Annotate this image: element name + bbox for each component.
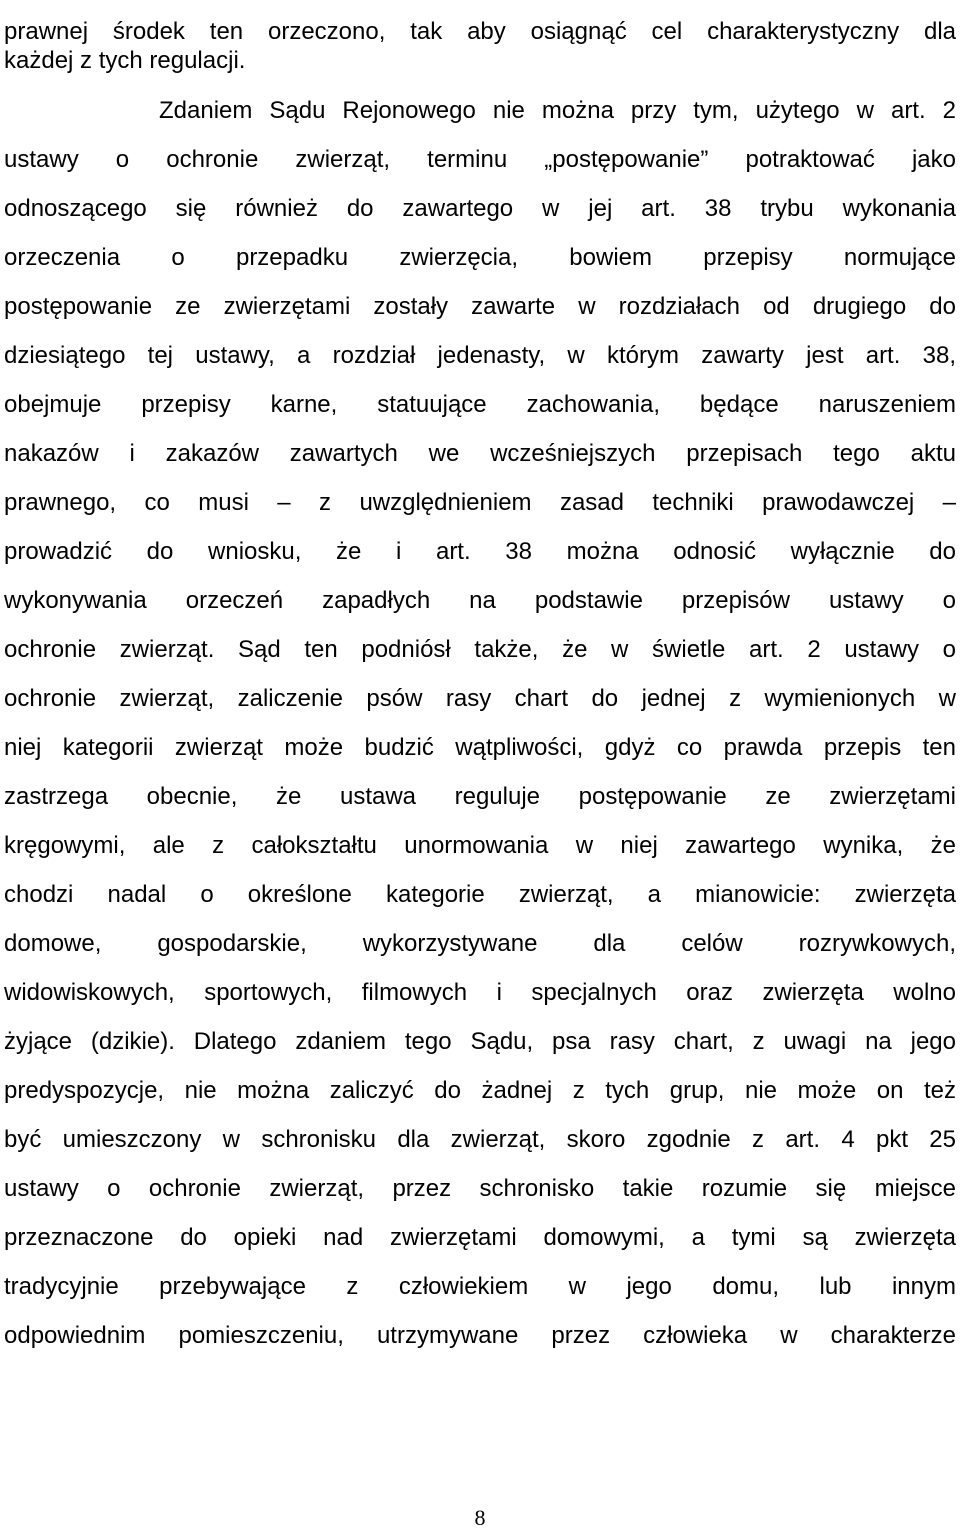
text-line-28: odpowiednim pomieszczeniu, utrzymywane przez człowieka w charakterze (4, 1322, 956, 1349)
text-line-7: postępowanie ze zwierzętami zostały zawarte w rozdziałach od drugiego do (4, 293, 956, 320)
text-line-8: dziesiątego tej ustawy, a rozdział jedenasty, w którym zawarty jest art. 38, (4, 342, 956, 369)
text-line-22: żyjące (dzikie). Dlatego zdaniem tego Sądu, psa rasy chart, z uwagi na jego (4, 1028, 956, 1055)
text-line-9: obejmuje przepisy karne, statuujące zachowania, będące naruszeniem (4, 391, 956, 418)
text-line-12: prowadzić do wniosku, że i art. 38 można odnosić wyłącznie do (4, 538, 956, 565)
text-line-19: chodzi nadal o określone kategorie zwierząt, a mianowicie: zwierzęta (4, 881, 956, 908)
text-line-16: niej kategorii zwierząt może budzić wątpliwości, gdyż co prawda przepis ten (4, 734, 956, 761)
text-line-4: ustawy o ochronie zwierząt, terminu „postępowanie” potraktować jako (4, 146, 956, 173)
text-line-24: być umieszczony w schronisku dla zwierząt, skoro zgodnie z art. 4 pkt 25 (4, 1126, 956, 1153)
text-line-11: prawnego, co musi – z uwzględnieniem zasad techniki prawodawczej – (4, 489, 956, 516)
text-line-21: widowiskowych, sportowych, filmowych i specjalnych oraz zwierzęta wolno (4, 979, 956, 1006)
text-line-13: wykonywania orzeczeń zapadłych na podstawie przepisów ustawy o (4, 587, 956, 614)
text-line-2: każdej z tych regulacji. (4, 47, 246, 74)
text-line-15: ochronie zwierząt, zaliczenie psów rasy chart do jednej z wymienionych w (4, 685, 956, 712)
page-number: 8 (474, 1505, 486, 1530)
text-line-26: przeznaczone do opieki nad zwierzętami domowymi, a tymi są zwierzęta (4, 1224, 956, 1251)
text-line-20: domowe, gospodarskie, wykorzystywane dla celów rozrywkowych, (4, 930, 956, 957)
text-line-18: kręgowymi, ale z całokształtu unormowania w niej zawartego wynika, że (4, 832, 956, 859)
text-line-14: ochronie zwierząt. Sąd ten podniósł także, że w świetle art. 2 ustawy o (4, 636, 956, 663)
text-line-3: Zdaniem Sądu Rejonowego nie można przy tym, użytego w art. 2 (159, 97, 956, 124)
text-line-23: predyspozycje, nie można zaliczyć do żadnej z tych grup, nie może on też (4, 1077, 956, 1104)
text-line-17: zastrzega obecnie, że ustawa reguluje postępowanie ze zwierzętami (4, 783, 956, 810)
text-line-6: orzeczenia o przepadku zwierzęcia, bowiem przepisy normujące (4, 244, 956, 271)
text-line-25: ustawy o ochronie zwierząt, przez schronisko takie rozumie się miejsce (4, 1175, 956, 1202)
text-line-1: prawnej środek ten orzeczono, tak aby osiągnąć cel charakterystyczny dla (4, 18, 956, 45)
text-line-5: odnoszącego się również do zawartego w jej art. 38 trybu wykonania (4, 195, 956, 222)
text-line-10: nakazów i zakazów zawartych we wcześniejszych przepisach tego aktu (4, 440, 956, 467)
text-line-27: tradycyjnie przebywające z człowiekiem w jego domu, lub innym (4, 1273, 956, 1300)
